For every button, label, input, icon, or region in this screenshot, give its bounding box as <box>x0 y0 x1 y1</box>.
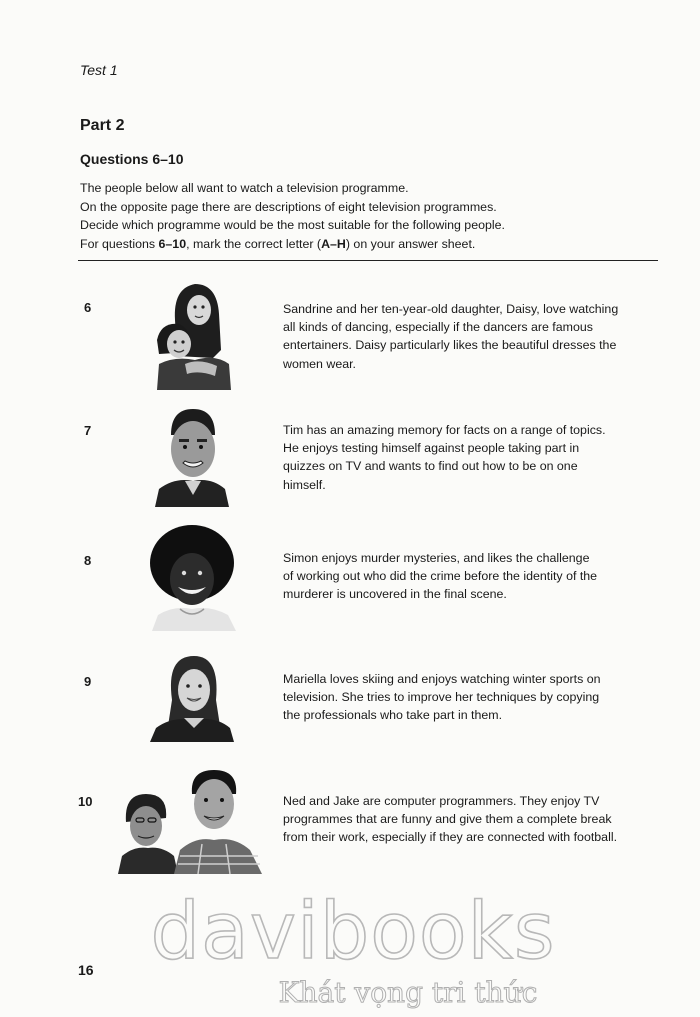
text-line: all kinds of dancing, especially if the dancers are famous <box>283 320 593 335</box>
instruction-text: , mark the correct letter ( <box>186 236 322 251</box>
instruction-line: Decide which programme would be the most suitable for the following people. <box>80 218 505 232</box>
question-text <box>283 300 663 373</box>
instruction-line: The people below all want to watch a television programme. <box>80 181 409 195</box>
text-line: Simon enjoys murder mysteries, and likes the challenge <box>283 551 590 565</box>
text-line: Tim has an amazing memory for facts on a range of topics. <box>283 423 606 437</box>
text-line: entertainers. Daisy particularly likes the beautiful dresses the <box>283 338 617 353</box>
question-number: 8 <box>84 553 92 568</box>
instruction-line: On the opposite page there are descriptions of eight television programmes. <box>80 199 497 214</box>
watermark-slogan: Khát vọng tri thức <box>278 976 538 1009</box>
watermark-brand: davibooks <box>150 887 556 977</box>
man-portrait-photo <box>155 405 229 507</box>
text-line: Sandrine and her ten-year-old daughter, Daisy, love watching <box>283 302 619 316</box>
text-line: himself. <box>283 477 326 492</box>
smiling-man-photo <box>148 523 238 631</box>
part-title: Part 2 <box>80 117 125 134</box>
question-number: 9 <box>84 674 92 689</box>
text-line: He enjoys testing himself against people taking part in <box>283 441 580 456</box>
text-line: murderer is uncovered in the final scene. <box>283 587 507 602</box>
mother-daughter-photo <box>155 280 231 390</box>
question-text <box>283 792 663 847</box>
question-range: 6–10 <box>158 236 187 251</box>
running-head: Test 1 <box>80 62 118 78</box>
text-line: television. She tries to improve her techniques by copying <box>283 690 600 705</box>
instruction-line <box>80 235 660 254</box>
letter-range: A–H <box>321 236 346 251</box>
text-line: quizzes on TV and wants to find out how to be on one <box>283 459 578 474</box>
instruction-text: ) on your answer sheet. <box>345 236 476 251</box>
questions-title: Questions 6–10 <box>80 151 184 167</box>
question-number: 10 <box>78 794 93 809</box>
instructions <box>80 179 660 253</box>
text-line: programmes that are funny and give them a complete break <box>283 812 612 827</box>
question-text <box>283 549 663 604</box>
text-line: Mariella loves skiing and enjoys watching winter sports on <box>283 672 601 686</box>
text-line: women wear. <box>283 356 357 371</box>
text-line: of working out who did the crime before the identity of the <box>283 569 598 584</box>
question-number: 6 <box>84 300 92 315</box>
page-number: 16 <box>78 962 94 978</box>
woman-portrait-photo <box>150 650 234 742</box>
davibooks-watermark <box>148 880 558 1010</box>
question-text <box>283 670 663 725</box>
divider-rule <box>78 260 658 261</box>
instruction-text: For questions <box>80 236 159 251</box>
text-line: the professionals who take part in them. <box>283 708 503 723</box>
text-line: from their work, especially if they are connected with football. <box>283 830 618 845</box>
question-text <box>283 421 663 494</box>
question-number: 7 <box>84 423 92 438</box>
text-line: Ned and Jake are computer programmers. They enjoy TV <box>283 794 600 808</box>
two-men-photo <box>118 768 266 874</box>
